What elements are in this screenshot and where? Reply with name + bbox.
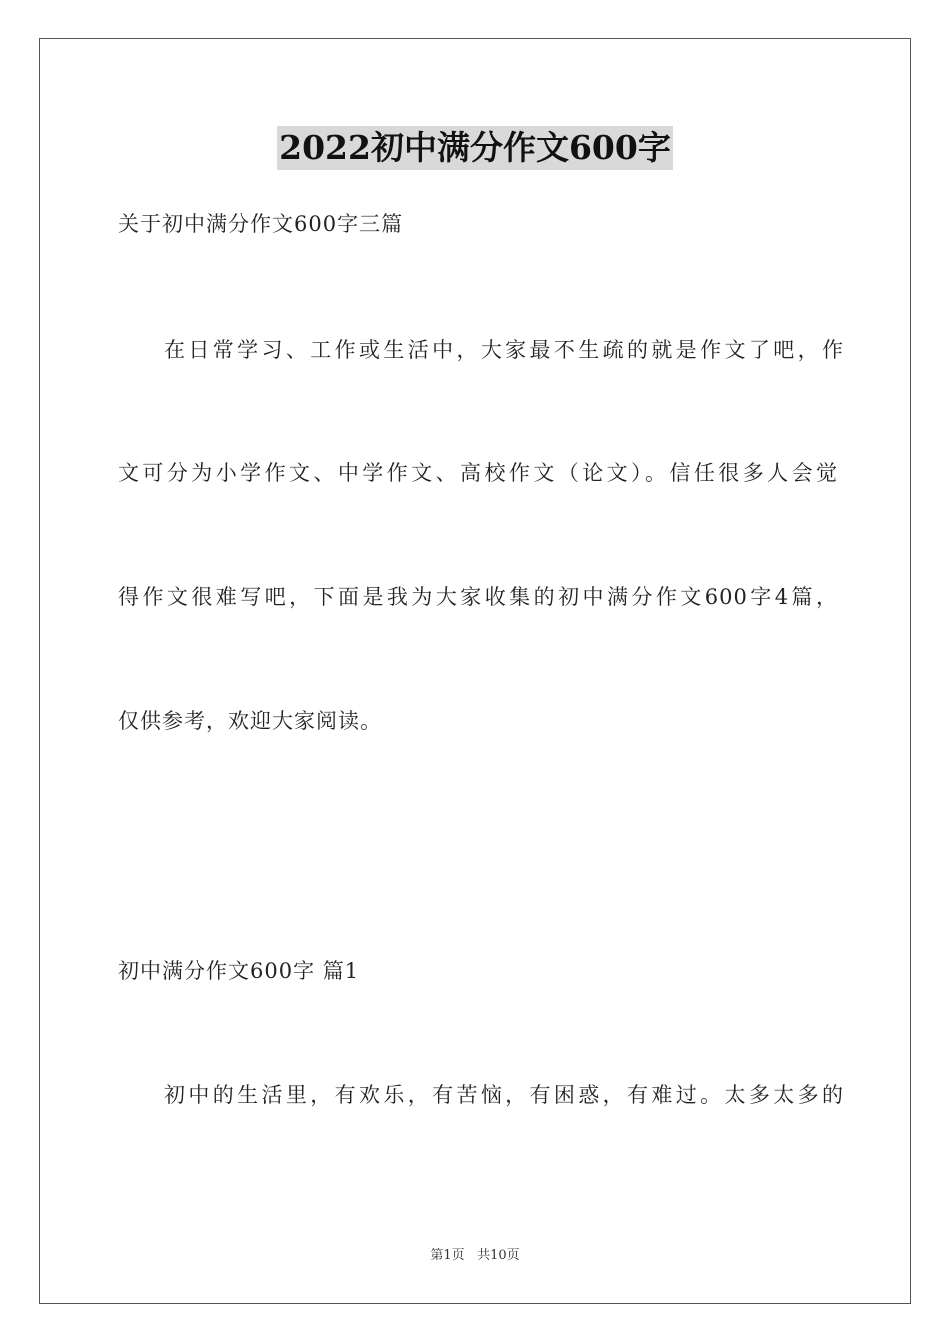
document-title	[0, 126, 950, 170]
paragraph-line: 仅供参考，欢迎大家阅读。	[118, 709, 382, 733]
paragraph-line: 得作文很难写吧，下面是我为大家收集的初中满分作文600字4篇，	[118, 585, 838, 609]
page-number: 第1页	[430, 1248, 465, 1263]
paragraph-line: 初中的生活里，有欢乐，有苦恼，有困惑，有难过。太多太多的	[164, 1083, 844, 1107]
document-title-text: 2022初中满分作文600字	[277, 126, 673, 170]
document-subtitle: 关于初中满分作文600字三篇	[118, 212, 404, 236]
page-total: 共10页	[477, 1248, 520, 1263]
page-footer	[0, 1246, 950, 1266]
paragraph-line: 在日常学习、工作或生活中，大家最不生疏的就是作文了吧，作	[164, 338, 844, 362]
paragraph-line: 文可分为小学作文、中学作文、高校作文（论文）。信任很多人会觉	[118, 461, 838, 485]
section-heading: 初中满分作文600字 篇1	[118, 959, 360, 983]
